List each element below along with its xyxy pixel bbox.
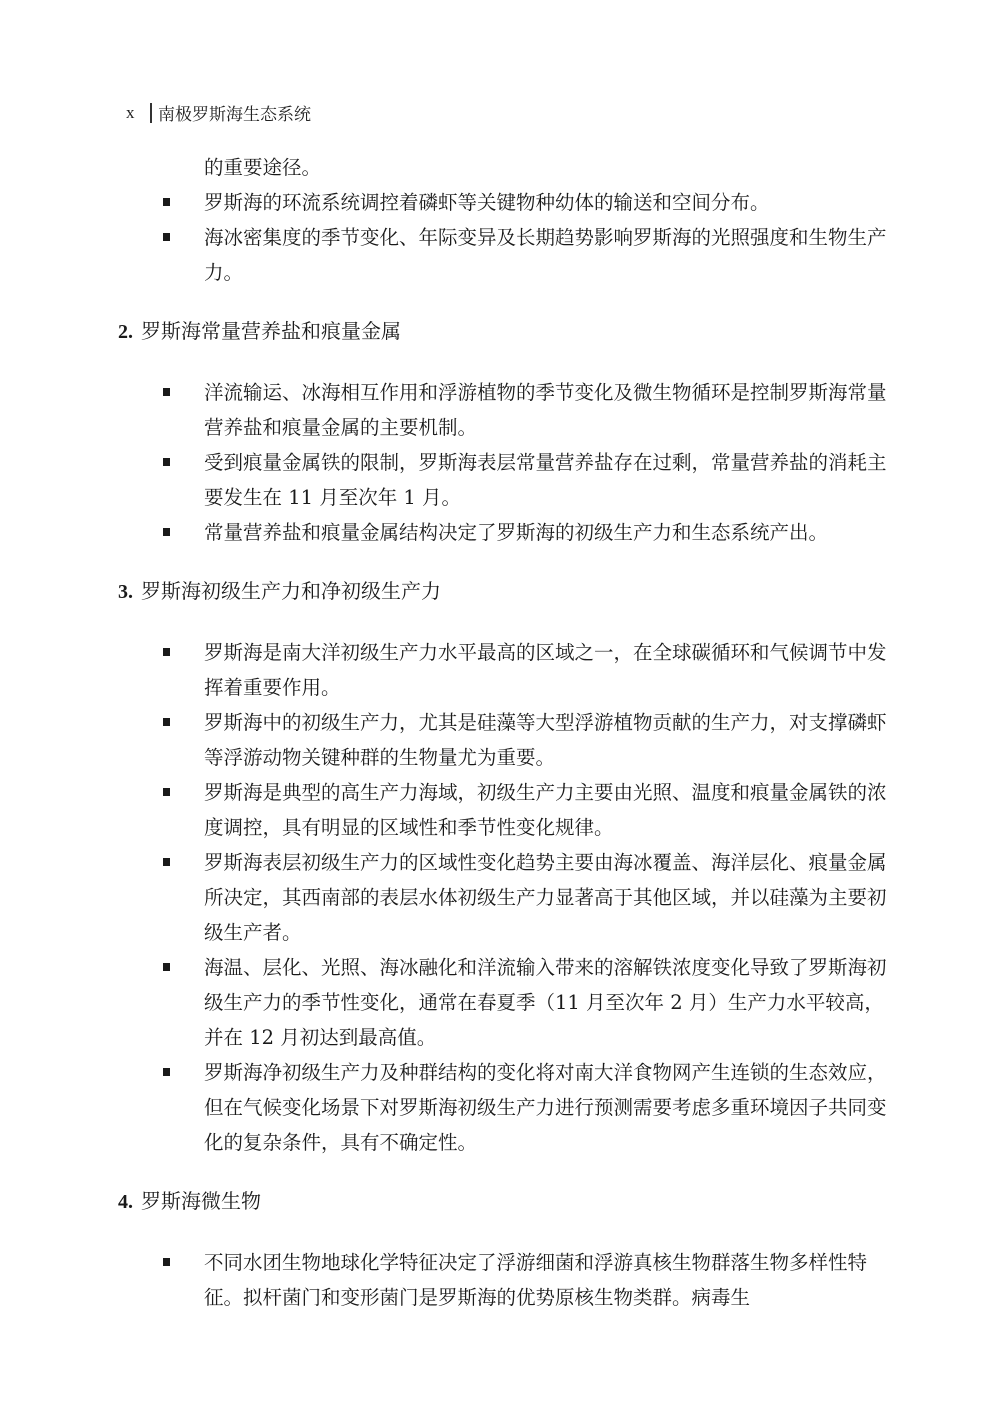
- bullet-marker: [163, 1068, 170, 1076]
- section-number: 3.: [118, 581, 133, 603]
- section-heading: [0, 1186, 1000, 1217]
- bullet-item: [0, 445, 888, 515]
- bullet-marker: [163, 963, 170, 971]
- bullet-item: [0, 635, 888, 705]
- bullet-marker: [163, 458, 170, 466]
- bullet-text: 常量营养盐和痕量金属结构决定了罗斯海的初级生产力和生态系统产出。: [204, 521, 829, 544]
- paragraph-continuation: 的重要途径。: [204, 156, 322, 179]
- bullet-item: [0, 515, 888, 550]
- running-header: [126, 100, 311, 125]
- bullet-item: [0, 950, 888, 1055]
- section-title: 罗斯海常量营养盐和痕量金属: [141, 319, 401, 343]
- bullet-item: [0, 775, 888, 845]
- bullet-marker: [163, 1258, 170, 1266]
- bullet-marker: [163, 198, 170, 206]
- header-divider: [150, 103, 152, 123]
- bullet-text: 海温、层化、光照、海冰融化和洋流输入带来的溶解铁浓度变化导致了罗斯海初级生产力的季节性变化，通常在春夏季（11 月至次年 2 月）生产力水平较高，并在 12 月初达到最高值。: [204, 956, 887, 1049]
- bullet-text: 罗斯海的环流系统调控着磷虾等关键物种幼体的输送和空间分布。: [204, 191, 770, 214]
- bullet-marker: [163, 858, 170, 866]
- bullet-text: 受到痕量金属铁的限制，罗斯海表层常量营养盐存在过剩，常量营养盐的消耗主要发生在 11 月至次年 1 月。: [204, 451, 887, 509]
- section-title: 罗斯海初级生产力和净初级生产力: [141, 579, 441, 603]
- section-number: 4.: [118, 1191, 133, 1213]
- bullet-item: [0, 185, 888, 220]
- page-number: x: [126, 102, 135, 122]
- bullet-marker: [163, 788, 170, 796]
- bullet-item: [0, 1245, 888, 1315]
- bullet-text: 罗斯海净初级生产力及种群结构的变化将对南大洋食物网产生连锁的生态效应，但在气候变化场景下对罗斯海初级生产力进行预测需要考虑多重环境因子共同变化的复杂条件，具有不确定性。: [204, 1061, 887, 1154]
- section-heading: [0, 576, 1000, 607]
- bullet-item: [0, 1055, 888, 1160]
- bullet-marker: [163, 528, 170, 536]
- bullet-marker: [163, 648, 170, 656]
- bullet-marker: [163, 388, 170, 396]
- bullet-item: [0, 845, 888, 950]
- section-title: 罗斯海微生物: [141, 1189, 261, 1213]
- page-body: [0, 150, 1000, 1315]
- bullet-text: 罗斯海是南大洋初级生产力水平最高的区域之一，在全球碳循环和气候调节中发挥着重要作用。: [204, 641, 887, 699]
- bullet-text: 不同水团生物地球化学特征决定了浮游细菌和浮游真核生物群落生物多样性特征。拟杆菌门和变形菌门是罗斯海的优势原核生物类群。病毒生: [204, 1251, 868, 1309]
- bullet-text: 海冰密集度的季节变化、年际变异及长期趋势影响罗斯海的光照强度和生物生产力。: [204, 226, 887, 284]
- bullet-marker: [163, 718, 170, 726]
- bullet-text: 罗斯海是典型的高生产力海域，初级生产力主要由光照、温度和痕量金属铁的浓度调控，具有明显的区域性和季节性变化规律。: [204, 781, 887, 839]
- bullet-marker: [163, 233, 170, 241]
- running-title: 南极罗斯海生态系统: [158, 105, 311, 125]
- bullet-text: 罗斯海表层初级生产力的区域性变化趋势主要由海冰覆盖、海洋层化、痕量金属所决定，其西南部的表层水体初级生产力显著高于其他区域，并以硅藻为主要初级生产者。: [204, 851, 887, 944]
- bullet-item: [0, 705, 888, 775]
- bullet-item: [0, 220, 888, 290]
- bullet-text: 洋流输运、冰海相互作用和浮游植物的季节变化及微生物循环是控制罗斯海常量营养盐和痕量金属的主要机制。: [204, 381, 887, 439]
- bullet-text: 罗斯海中的初级生产力，尤其是硅藻等大型浮游植物贡献的生产力，对支撑磷虾等浮游动物关键种群的生物量尤为重要。: [204, 711, 887, 769]
- section-heading: [0, 316, 1000, 347]
- section-number: 2.: [118, 321, 133, 343]
- bullet-item: [0, 375, 888, 445]
